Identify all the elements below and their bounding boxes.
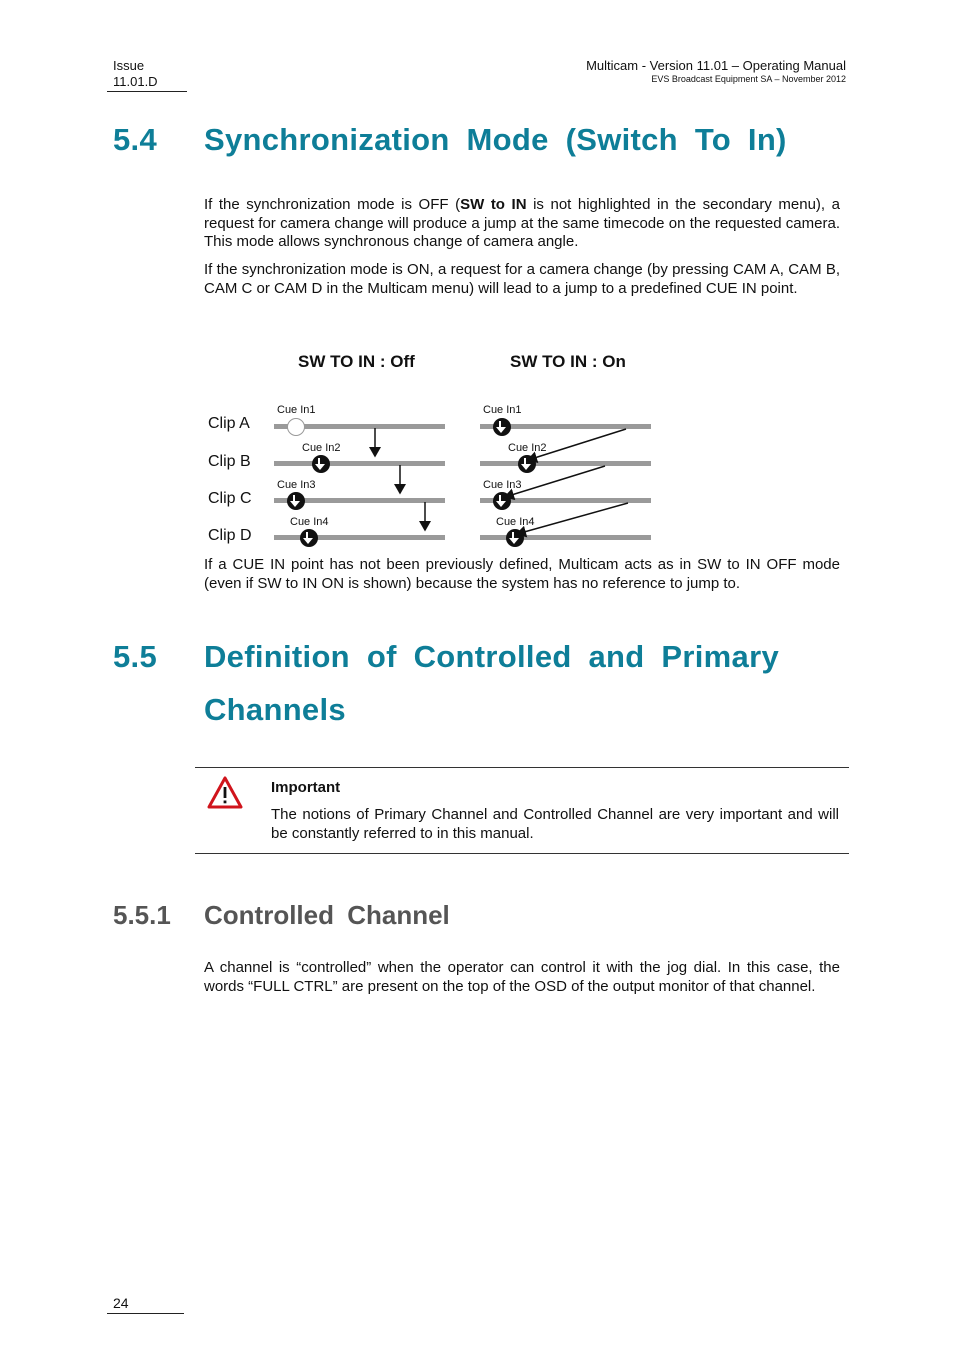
sw-to-in-bold: SW to IN — [460, 196, 527, 213]
section-number: 5.5.1 — [113, 900, 171, 930]
warning-icon — [207, 776, 243, 809]
clip-a-label: Clip A — [208, 415, 250, 432]
off-jump-arrows — [375, 428, 425, 530]
section-number: 5.5 — [113, 639, 157, 674]
important-label: Important — [271, 779, 341, 796]
clip-b-label: Clip B — [208, 453, 251, 470]
diagram-title-on: SW TO IN : On — [510, 352, 626, 371]
clip-c-label: Clip C — [208, 490, 252, 507]
on-cue-in3-label: Cue In3 — [483, 479, 522, 491]
important-text: The notions of Primary Channel and Controlled Channel are very important and will be constantly referred to in this manual. — [271, 806, 839, 842]
page-number: 24 — [113, 1295, 129, 1311]
no-cue-in-paragraph: If a CUE IN point has not been previously defined, Multicam acts as in SW to IN OFF mode (even if SW to IN ON is shown) because the system has no reference to jump to. — [204, 556, 840, 592]
section-5-5-1-heading — [113, 900, 873, 934]
publisher-line: EVS Broadcast Equipment SA – November 2012 — [651, 74, 846, 84]
section-title: Controlled Channel — [204, 900, 450, 930]
off-cue-in3-label: Cue In3 — [277, 479, 316, 491]
off-cue-in2-label: Cue In2 — [302, 442, 341, 454]
clip-d-label: Clip D — [208, 527, 252, 544]
section-title-line1: Definition of Controlled and Primary — [204, 639, 779, 674]
on-jump-arrows — [505, 429, 628, 534]
issue-label: Issue — [113, 58, 145, 73]
on-arrow-c-to-d — [517, 503, 628, 534]
diagram-arrows — [0, 0, 954, 600]
sync-off-paragraph: If the synchronization mode is OFF (SW to IN is not highlighted in the secondary menu), a request for camera change will produce a jump at the same timecode on the requested camera. This mode allows synchronous change of camera angle. — [204, 196, 840, 250]
off-cue-in1-label: Cue In1 — [277, 404, 316, 416]
footer-rule — [107, 1313, 184, 1314]
section-title: Synchronization Mode (Switch To In) — [204, 122, 787, 157]
section-5-5-heading — [113, 639, 873, 739]
issue-number: 11.01.D — [113, 74, 158, 89]
on-arrow-a-to-b — [528, 429, 626, 460]
diagram-title-off: SW TO IN : Off — [298, 352, 415, 371]
on-arrow-b-to-c — [505, 466, 605, 497]
section-title-line2: Channels — [204, 692, 346, 727]
on-cue-in4-label: Cue In4 — [496, 516, 535, 528]
on-cue-in1-label: Cue In1 — [483, 404, 522, 416]
off-cue-in4-label: Cue In4 — [290, 516, 329, 528]
controlled-channel-paragraph: A channel is “controlled” when the operator can control it with the jog dial. In this case, the words “FULL CTRL” are present on the top of the OSD of the output monitor of that channel. — [204, 959, 840, 995]
manual-title: Multicam - Version 11.01 – Operating Manual — [586, 58, 846, 73]
section-number: 5.4 — [113, 122, 157, 157]
important-note — [195, 767, 849, 854]
on-cue-in2-label: Cue In2 — [508, 442, 547, 454]
sync-on-paragraph: If the synchronization mode is ON, a request for a camera change (by pressing CAM A, CAM B, CAM C or CAM D in the Multicam menu) will lead to a jump to a predefined CUE IN point. — [204, 261, 840, 297]
